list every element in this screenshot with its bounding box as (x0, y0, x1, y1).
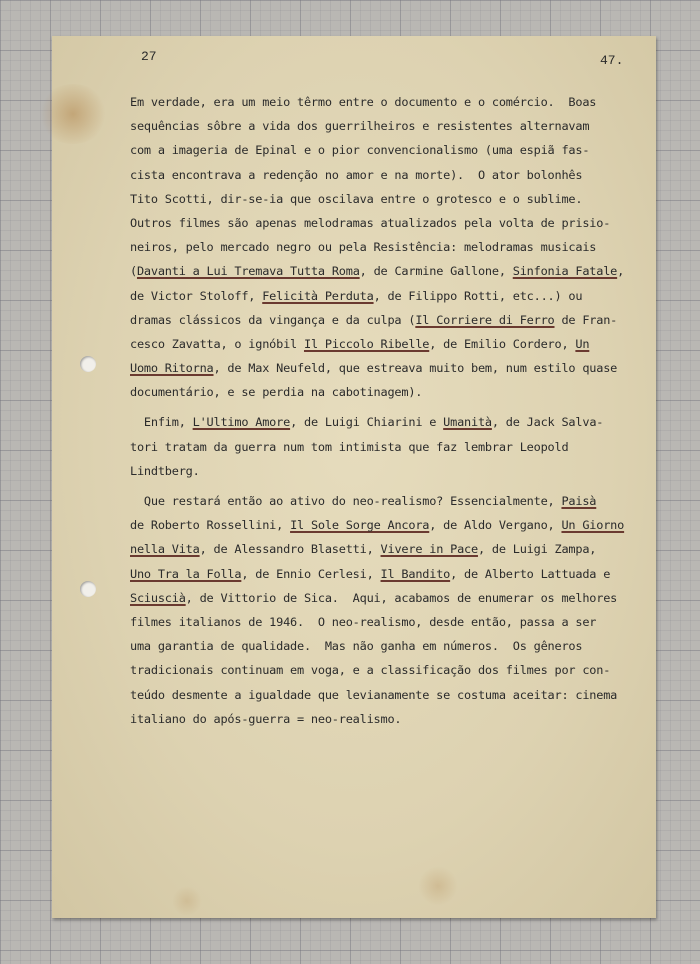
text-line (130, 187, 650, 211)
paragraph (130, 489, 650, 731)
text-line (130, 90, 650, 114)
text-line (130, 211, 650, 235)
text-line (130, 459, 650, 483)
paragraph (130, 90, 650, 404)
text-line (130, 537, 650, 561)
underlined-film-title: Felicità Perduta (262, 288, 374, 303)
text-segment: cesco Zavatta, o ignóbil (130, 336, 304, 351)
underlined-film-title: Vivere in Pace (380, 542, 478, 557)
underlined-film-title: Uno Tra la Folla (130, 566, 242, 581)
text-line (130, 163, 650, 187)
text-segment: , de Carmine Gallone, (359, 264, 513, 279)
text-segment: , de Alberto Lattuada e (450, 566, 611, 581)
text-line (130, 235, 650, 259)
text-segment: Em verdade, era um meio têrmo entre o documento e o comércio. Boas (130, 95, 597, 109)
underlined-film-title: Il Piccolo Ribelle (303, 336, 430, 351)
text-segment: , de Filippo Rotti, etc...) ou (373, 288, 583, 303)
text-segment: dramas clássicos da vingança e da culpa ( (130, 312, 416, 327)
text-segment: Tito Scotti, dir-se-ia que oscilava entre o grotesco e o sublime. (130, 191, 583, 206)
text-segment: , de Max Neufeld, que estreava muito bem, num estilo quase (213, 361, 618, 376)
text-segment: , de Luigi Zampa, (477, 542, 597, 557)
text-line (130, 658, 650, 682)
text-segment: teúdo desmente a igualdade que levianamente se costuma aceitar: cinema (130, 687, 618, 702)
punch-hole (80, 356, 96, 372)
text-segment: tori tratam da guerra num tom intimista que faz lembrar Leopold (130, 439, 569, 454)
text-line (130, 489, 650, 513)
text-line (130, 114, 650, 138)
underlined-film-title: Un (575, 336, 590, 351)
text-line (130, 284, 650, 308)
text-segment: cista encontrava a redenção no amor e na morte). O ator bolonhês (130, 167, 583, 182)
text-segment: neiros, pelo mercado negro ou pela Resistência: melodramas musicais (130, 240, 597, 255)
page-number-left: 27 (141, 49, 157, 64)
paper-stain (38, 84, 108, 144)
text-segment: de Fran- (554, 312, 618, 327)
text-segment: , de Luigi Chiarini e (290, 415, 444, 430)
text-line (130, 610, 650, 634)
paper-stain (418, 866, 458, 906)
underlined-film-title: Paisà (561, 494, 597, 508)
text-line (130, 356, 650, 380)
underlined-film-title: Sciuscià (130, 590, 186, 605)
underlined-film-title: Il Bandito (380, 566, 451, 581)
text-segment: com a imageria de Epinal e o pior convencionalismo (uma espiã fas- (130, 143, 590, 158)
text-segment: , de Vittorio de Sica. Aqui, acabamos de enumerar os melhores (185, 590, 618, 605)
text-segment: Lindtberg. (130, 463, 200, 478)
text-segment: , de Emilio Cordero, (429, 336, 576, 351)
text-line (130, 513, 650, 537)
text-line (130, 332, 650, 356)
underlined-film-title: Davanti a Lui Tremava Tutta Roma (136, 264, 360, 279)
underlined-film-title: Un Giorno (561, 518, 625, 533)
text-segment: ( (130, 264, 137, 279)
text-segment: sequências sôbre a vida dos guerrilheiros e resistentes alternavam (130, 119, 590, 134)
text-line (130, 380, 650, 404)
underlined-film-title: Sinfonia Fatale (512, 264, 618, 279)
text-line (130, 308, 650, 332)
text-segment: Enfim, (130, 415, 193, 430)
text-segment: documentário, e se perdia na cabotinagem). (130, 385, 423, 400)
text-line (130, 562, 650, 586)
text-line (130, 259, 650, 283)
underlined-film-title: Il Corriere di Ferro (415, 312, 555, 327)
text-line (130, 586, 650, 610)
text-segment: de Victor Stoloff, (130, 288, 263, 303)
underlined-film-title: Il Sole Sorge Ancora (290, 518, 430, 533)
text-segment: , de Alessandro Blasetti, (199, 542, 381, 557)
body-text (130, 90, 650, 731)
text-segment: filmes italianos de 1946. O neo-realismo, desde então, passa a ser (130, 614, 597, 629)
text-segment: , de Aldo Vergano, (429, 518, 562, 533)
text-line (130, 435, 650, 459)
page-number-right: 47. (600, 53, 624, 68)
underlined-film-title: nella Vita (130, 542, 200, 557)
text-segment: , de Ennio Cerlesi, (241, 566, 381, 581)
underlined-film-title: Umanità (443, 415, 492, 430)
text-line (130, 138, 650, 162)
text-segment: italiano do após-guerra = neo-realismo. (130, 711, 402, 726)
text-line (130, 707, 650, 731)
text-segment: Que restará então ao ativo do neo-realismo? Essencialmente, (130, 494, 562, 508)
text-segment: Outros filmes são apenas melodramas atualizados pela volta de prisio- (130, 215, 611, 230)
text-segment: tradicionais continuam em voga, e a classificação dos filmes por con- (130, 663, 611, 678)
text-segment: uma garantia de qualidade. Mas não ganha em números. Os gêneros (130, 639, 583, 654)
text-line (130, 634, 650, 658)
text-line (130, 683, 650, 707)
text-segment: , de Jack Salva- (491, 415, 604, 430)
paper-stain (172, 886, 202, 916)
text-line (130, 410, 650, 434)
underlined-film-title: L'Ultimo Amore (192, 415, 291, 430)
underlined-film-title: Uomo Ritorna (130, 361, 214, 376)
paragraph (130, 410, 650, 483)
punch-hole (80, 581, 96, 597)
text-segment: de Roberto Rossellini, (130, 518, 291, 533)
text-segment: , (617, 264, 625, 279)
